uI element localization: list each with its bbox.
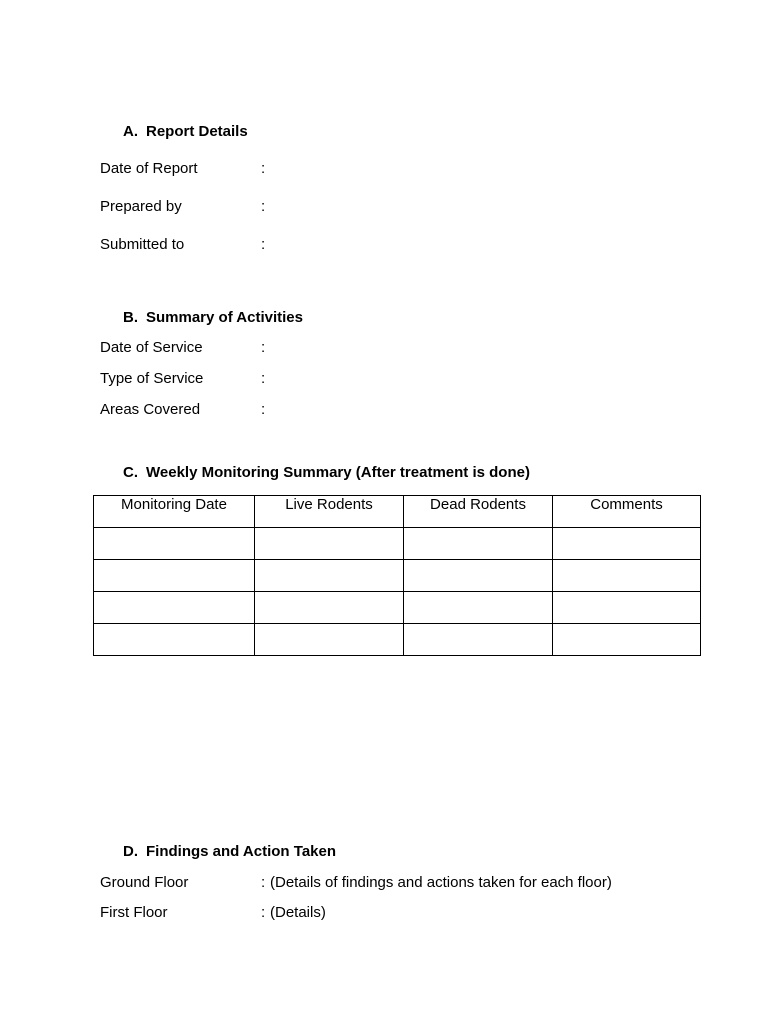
areas-covered-label: Areas Covered xyxy=(100,401,201,418)
first-floor-label: First Floor xyxy=(100,904,168,921)
section-c-title: Weekly Monitoring Summary (After treatment is done) xyxy=(146,464,530,481)
table-cell[interactable] xyxy=(553,560,701,592)
section-c-letter: C. xyxy=(123,464,138,481)
table-row xyxy=(94,592,701,624)
first-floor-sep: : xyxy=(261,904,266,921)
table-cell[interactable] xyxy=(94,528,255,560)
table-cell[interactable] xyxy=(94,592,255,624)
section-b-letter: B. xyxy=(123,309,138,326)
monitoring-table xyxy=(93,495,701,656)
table-row xyxy=(94,560,701,592)
section-d-heading xyxy=(123,843,336,860)
table-cell[interactable] xyxy=(255,528,404,560)
section-b-title: Summary of Activities xyxy=(146,309,303,326)
first-floor-value: (Details) xyxy=(270,904,326,921)
date-of-service-label: Date of Service xyxy=(100,339,203,356)
date-of-service-sep: : xyxy=(261,339,266,356)
table-cell[interactable] xyxy=(255,624,404,656)
section-a-title: Report Details xyxy=(146,123,248,140)
date-of-report-sep: : xyxy=(261,160,266,177)
submitted-to-label: Submitted to xyxy=(100,236,185,253)
column-header-dead-rodents: Dead Rodents xyxy=(404,496,553,528)
submitted-to-sep: : xyxy=(261,236,266,253)
prepared-by-label: Prepared by xyxy=(100,198,182,215)
table-cell[interactable] xyxy=(404,528,553,560)
table-cell[interactable] xyxy=(553,528,701,560)
table-cell[interactable] xyxy=(553,592,701,624)
section-a-letter: A. xyxy=(123,123,138,140)
table-cell[interactable] xyxy=(404,560,553,592)
table-cell[interactable] xyxy=(94,624,255,656)
type-of-service-sep: : xyxy=(261,370,266,387)
section-d-title: Findings and Action Taken xyxy=(146,843,337,860)
ground-floor-label: Ground Floor xyxy=(100,874,189,891)
column-header-monitoring-date: Monitoring Date xyxy=(94,496,255,528)
table-header-row xyxy=(94,496,701,528)
ground-floor-value: (Details of findings and actions taken for each floor) xyxy=(270,874,612,891)
type-of-service-label: Type of Service xyxy=(100,370,204,387)
column-header-live-rodents: Live Rodents xyxy=(255,496,404,528)
table-row xyxy=(94,624,701,656)
areas-covered-sep: : xyxy=(261,401,266,418)
table-cell[interactable] xyxy=(94,560,255,592)
table-row xyxy=(94,528,701,560)
table-cell[interactable] xyxy=(553,624,701,656)
section-d-letter: D. xyxy=(123,843,138,860)
section-c-heading xyxy=(123,464,530,481)
table-cell[interactable] xyxy=(255,560,404,592)
prepared-by-sep: : xyxy=(261,198,266,215)
table-cell[interactable] xyxy=(404,624,553,656)
ground-floor-sep: : xyxy=(261,874,266,891)
section-a-heading xyxy=(123,123,248,140)
table-cell[interactable] xyxy=(404,592,553,624)
table-cell[interactable] xyxy=(255,592,404,624)
date-of-report-label: Date of Report xyxy=(100,160,198,177)
section-b-heading xyxy=(123,309,303,326)
column-header-comments: Comments xyxy=(553,496,701,528)
